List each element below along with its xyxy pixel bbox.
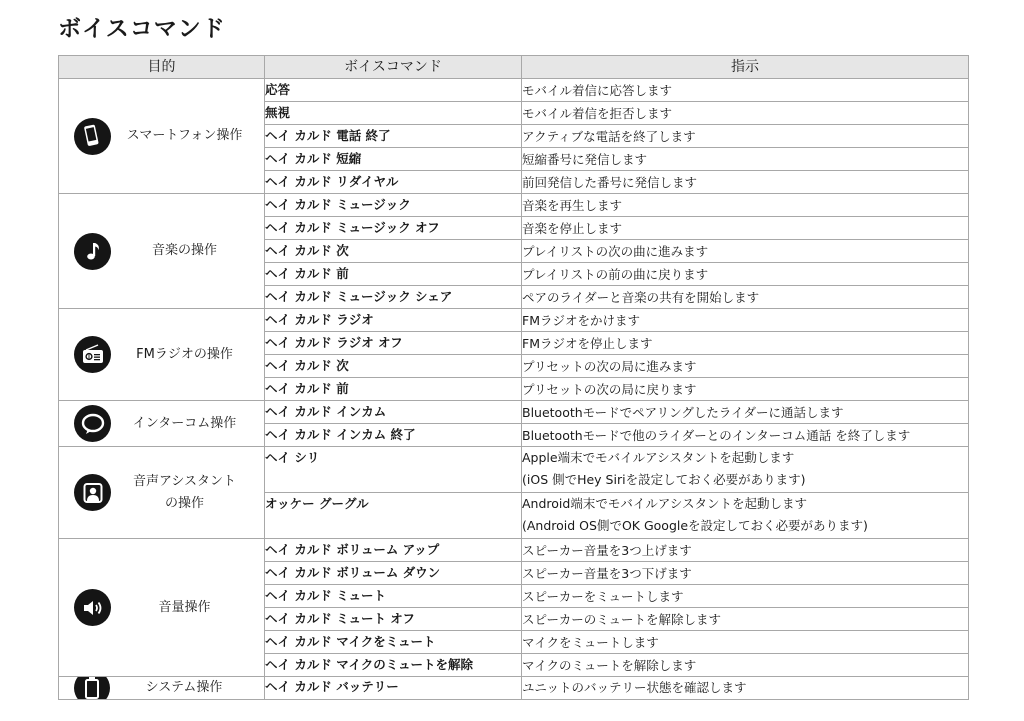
instruction-cell: ユニットのバッテリー状態を確認します [522, 677, 969, 700]
table-header-row [59, 56, 969, 79]
table-row [59, 677, 969, 700]
speaker-icon [74, 589, 111, 626]
purpose-label: FMラジオの操作 [136, 346, 233, 362]
command-cell: ヘイ カルド ラジオ オフ [265, 332, 522, 355]
purpose-cell-intercom [59, 401, 265, 447]
voice-command-table [58, 55, 969, 700]
command-cell: 無視 [265, 102, 522, 125]
purpose-cell-voice-assistant [59, 447, 265, 539]
instruction-cell: 前回発信した番号に発信します [522, 171, 969, 194]
music-note-icon [74, 233, 111, 270]
command-cell: ヘイ カルド 次 [265, 355, 522, 378]
command-cell: ヘイ カルド リダイヤル [265, 171, 522, 194]
speech-bubble-icon [74, 405, 111, 442]
command-cell: ヘイ カルド バッテリー [265, 677, 522, 700]
command-cell: オッケー グーグル [265, 493, 522, 539]
command-cell: ヘイ カルド 電話 終了 [265, 125, 522, 148]
instruction-cell: 音楽を再生します [522, 194, 969, 217]
command-cell: ヘイ カルド マイクをミュート [265, 631, 522, 654]
instruction-cell: モバイル着信を拒否します [522, 102, 969, 125]
instruction-cell: スピーカー音量を3つ下げます [522, 562, 969, 585]
command-cell: ヘイ カルド ミュート [265, 585, 522, 608]
instruction-cell: スピーカー音量を3つ上げます [522, 539, 969, 562]
instruction-cell: プリセットの次の局に戻ります [522, 378, 969, 401]
purpose-label: システム操作 [145, 680, 223, 695]
command-cell: ヘイ カルド ミュージック [265, 194, 522, 217]
purpose-cell-fm-radio [59, 309, 265, 401]
command-cell: ヘイ カルド 短縮 [265, 148, 522, 171]
instruction-cell: Bluetoothモードでペアリングしたライダーに通話します [522, 401, 969, 424]
instruction-cell: 音楽を停止します [522, 217, 969, 240]
instruction-cell: 短縮番号に発信します [522, 148, 969, 171]
command-cell: ヘイ シリ [265, 447, 522, 493]
command-cell: ヘイ カルド ミュージック シェア [265, 286, 522, 309]
page-title: ボイスコマンド [58, 16, 226, 42]
instruction-cell: マイクをミュートします [522, 631, 969, 654]
user-icon [74, 474, 111, 511]
instruction-cell: FMラジオをかけます [522, 309, 969, 332]
instruction-cell: マイクのミュートを解除します [522, 654, 969, 677]
header-command: ボイスコマンド [265, 56, 522, 79]
battery-icon [74, 677, 110, 700]
header-purpose: 目的 [59, 56, 265, 79]
instruction-cell: プレイリストの次の曲に進みます [522, 240, 969, 263]
instruction-cell: スピーカーをミュートします [522, 585, 969, 608]
purpose-label [111, 471, 264, 515]
command-cell: ヘイ カルド インカム 終了 [265, 424, 522, 447]
purpose-cell-system [59, 677, 265, 700]
instruction-cell: モバイル着信に応答します [522, 79, 969, 102]
command-cell: ヘイ カルド 次 [265, 240, 522, 263]
command-cell: ヘイ カルド ミュージック オフ [265, 217, 522, 240]
table-row [59, 447, 969, 493]
purpose-cell-music [59, 194, 265, 309]
command-cell: ヘイ カルド ボリューム アップ [265, 539, 522, 562]
command-cell: ヘイ カルド 前 [265, 378, 522, 401]
table-row [59, 79, 969, 102]
command-cell: ヘイ カルド 前 [265, 263, 522, 286]
instruction-line: Android端末でモバイルアシスタントを起動します [522, 496, 807, 511]
purpose-cell-volume [59, 539, 265, 677]
table-row [59, 309, 969, 332]
purpose-cell-smartphone [59, 79, 265, 194]
command-cell: ヘイ カルド ボリューム ダウン [265, 562, 522, 585]
instruction-note: (iOS 側でHey Siriを設定しておく必要があります) [522, 472, 806, 487]
purpose-label-line2: の操作 [164, 495, 204, 511]
smartphone-icon [74, 118, 111, 155]
purpose-label: スマートフォン操作 [126, 128, 243, 143]
purpose-label-line1: 音声アシスタント [132, 473, 237, 489]
purpose-label: インターコム操作 [132, 415, 237, 431]
instruction-cell: スピーカーのミュートを解除します [522, 608, 969, 631]
instruction-cell [522, 447, 969, 493]
instruction-cell: プレイリストの前の曲に戻ります [522, 263, 969, 286]
purpose-label: 音楽の操作 [151, 243, 217, 258]
command-cell: ヘイ カルド ラジオ [265, 309, 522, 332]
radio-icon [74, 336, 111, 373]
instruction-cell: Bluetoothモードで他のライダーとのインターコム通話 を終了します [522, 424, 969, 447]
instruction-cell: ペアのライダーと音楽の共有を開始します [522, 286, 969, 309]
instruction-cell: アクティブな電話を終了します [522, 125, 969, 148]
instruction-cell: プリセットの次の局に進みます [522, 355, 969, 378]
table-row [59, 539, 969, 562]
command-cell: ヘイ カルド インカム [265, 401, 522, 424]
command-cell: ヘイ カルド ミュート オフ [265, 608, 522, 631]
command-cell: 応答 [265, 79, 522, 102]
purpose-label: 音量操作 [158, 599, 211, 615]
instruction-line: Apple端末でモバイルアシスタントを起動します [522, 450, 795, 465]
table-row [59, 194, 969, 217]
instruction-cell [522, 493, 969, 539]
header-instruction: 指示 [522, 56, 969, 79]
instruction-note: (Android OS側でOK Googleを設定しておく必要があります) [522, 518, 868, 533]
instruction-cell: FMラジオを停止します [522, 332, 969, 355]
command-cell: ヘイ カルド マイクのミュートを解除 [265, 654, 522, 677]
table-row [59, 401, 969, 424]
